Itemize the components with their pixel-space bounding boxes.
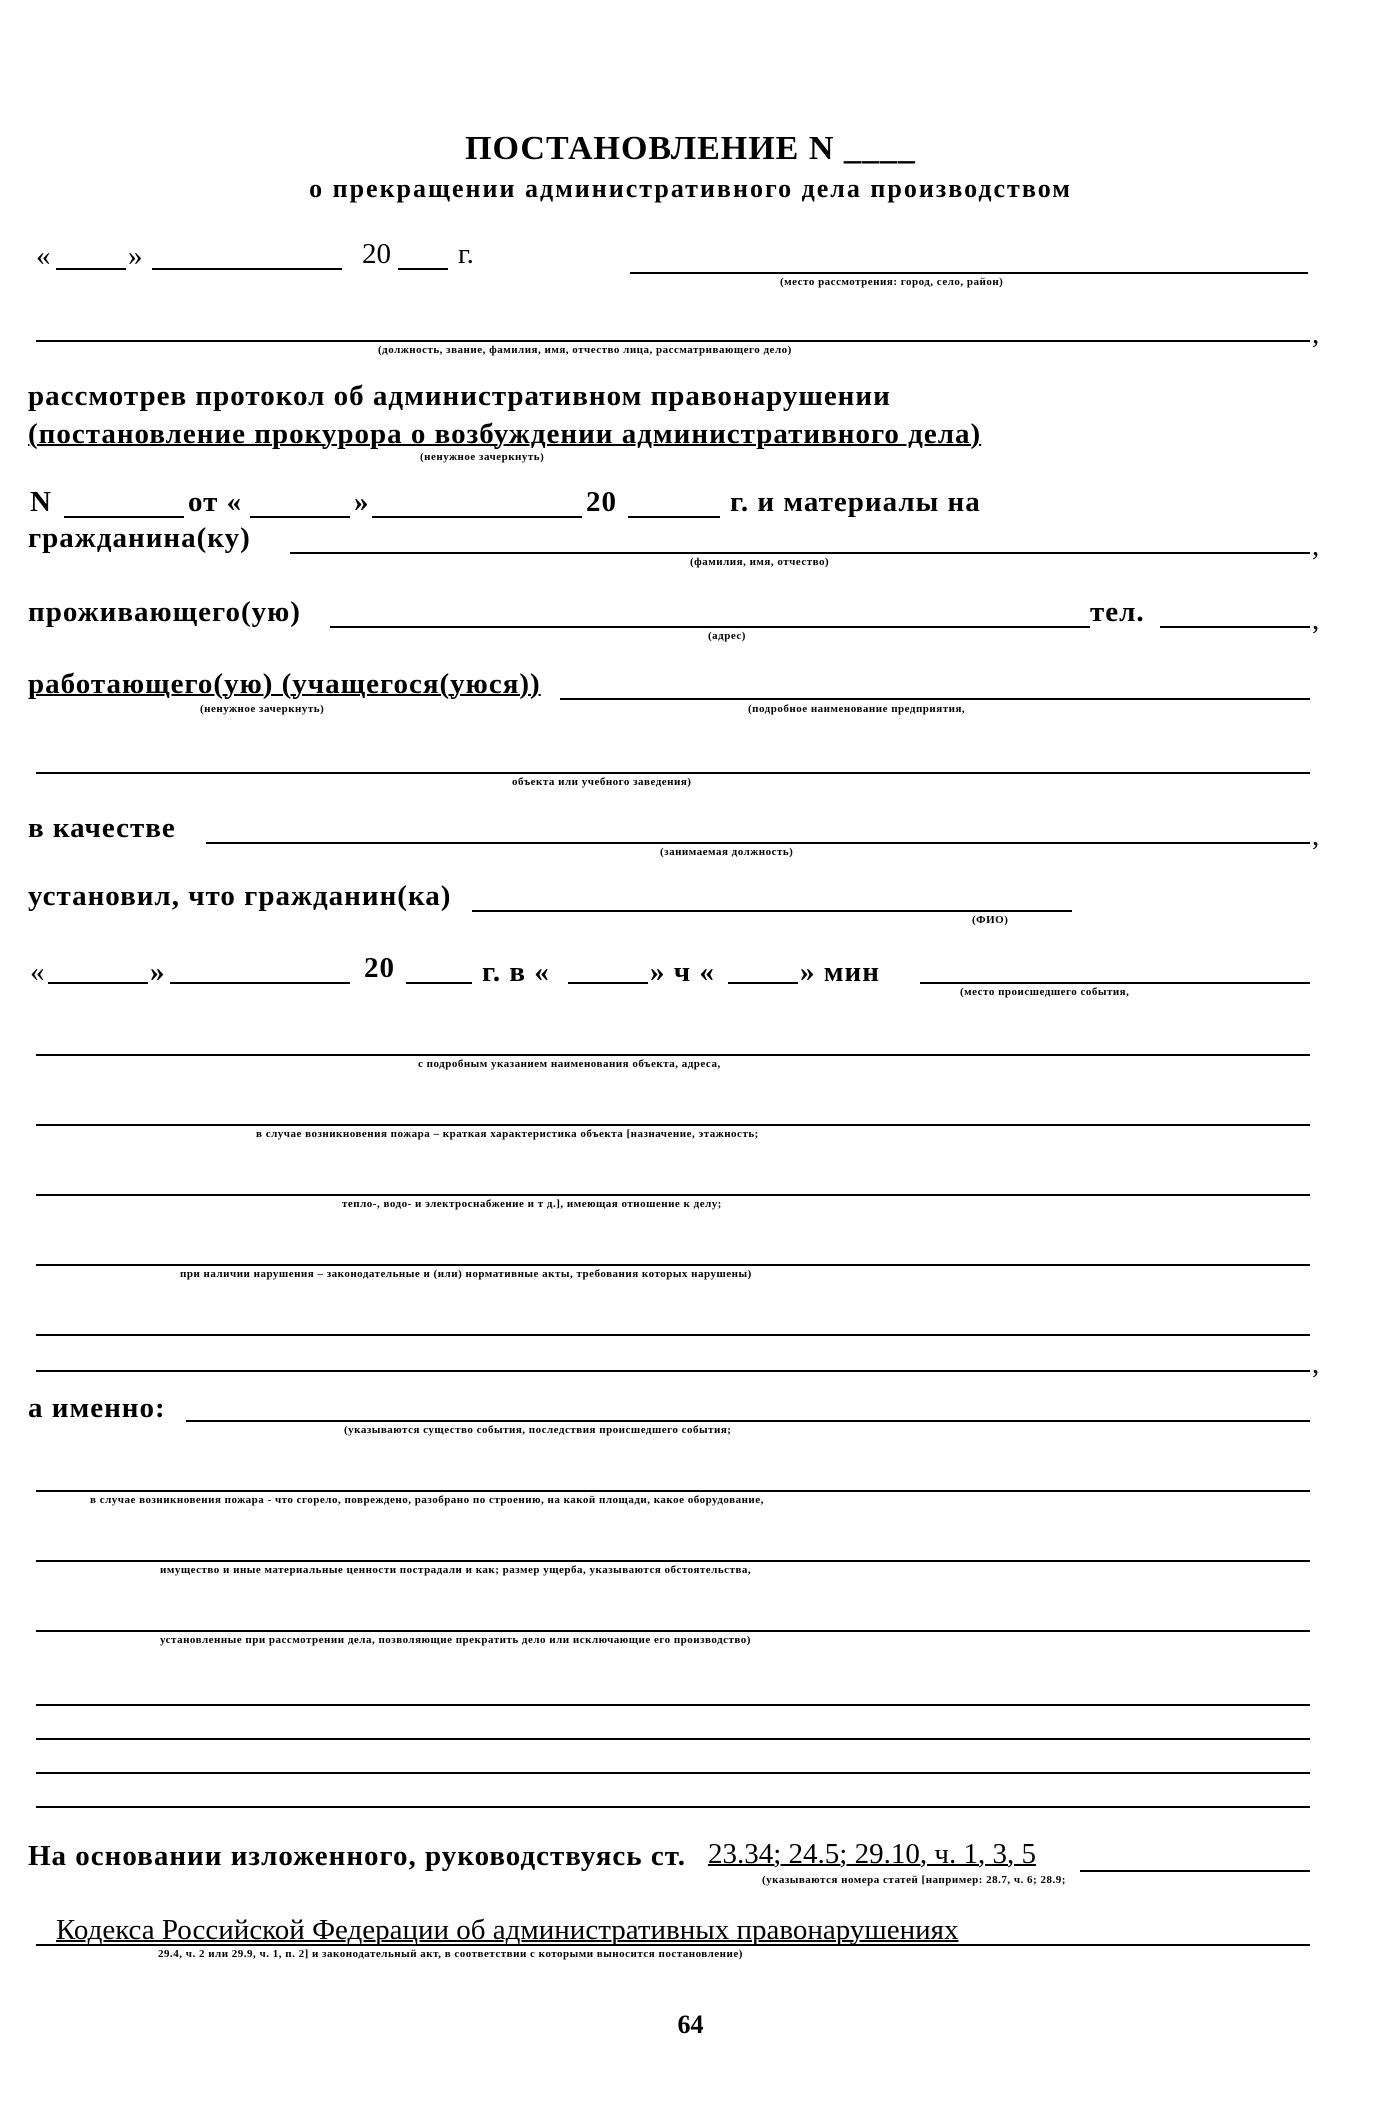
namely-field-6[interactable] [36, 1738, 1310, 1740]
and-materials: г. и материалы на [730, 486, 981, 518]
established-label: установил, что гражданин(ка) [28, 880, 452, 912]
date-day-field[interactable] [56, 268, 126, 270]
official-hint: (должность, звание, фамилия, имя, отчество лица, рассматривающего дело) [378, 344, 792, 356]
official-field[interactable] [36, 340, 1310, 342]
position-hint: (занимаемая должность) [660, 846, 794, 858]
articles-field-rest[interactable] [1080, 1870, 1310, 1872]
namely-hint-3: имущество и иные материальные ценности пострадали и как; размер ущерба, указываются обстоятельства, [160, 1564, 752, 1576]
event-hint-3: тепло-, водо- и электроснабжение и т д.], имеющая отношение к делу; [342, 1198, 722, 1210]
working-label: работающего(ую) (учащегося(уюся)) [28, 668, 541, 700]
document-title: ПОСТАНОВЛЕНИЕ N ____ [465, 130, 916, 167]
cross-out-hint-2: (ненужное зачеркнуть) [200, 703, 325, 715]
basis-label: На основании изложенного, руководствуясь ст. [28, 1840, 687, 1872]
workplace-field-2[interactable] [36, 772, 1310, 774]
namely-field-1[interactable] [186, 1420, 1310, 1422]
namely-field-3[interactable] [36, 1560, 1310, 1562]
fio-field[interactable] [472, 910, 1072, 912]
event-g-v: г. в « [482, 956, 550, 988]
page-number: 64 [677, 2010, 704, 2039]
date-year-suffix: г. [458, 238, 474, 270]
workplace-hint-1: (подробное наименование предприятия, [748, 703, 966, 715]
protocol-month-field[interactable] [372, 516, 582, 518]
date-year-prefix: 20 [362, 238, 391, 270]
date-close-quote: » [128, 240, 143, 272]
protocol-number-field[interactable] [64, 516, 184, 518]
citizen-label: гражданина(ку) [28, 522, 251, 554]
namely-label: а именно: [28, 1392, 166, 1424]
event-field-4[interactable] [36, 1264, 1310, 1266]
namely-field-8[interactable] [36, 1806, 1310, 1808]
tel-field[interactable] [1160, 626, 1310, 628]
namely-hint-2: в случае возникновения пожара - что сгорело, повреждено, разобрано по строению, на какой площади, какое оборудование, [90, 1494, 764, 1506]
date-month-field[interactable] [152, 268, 342, 270]
protocol-day-field[interactable] [250, 516, 350, 518]
articles-value[interactable]: 23.34; 24.5; 29.10, ч. 1, 3, 5 [708, 1838, 1036, 1870]
citizen-name-field[interactable] [290, 552, 1310, 554]
namely-hint-1: (указываются существо события, последствия происшедшего события; [344, 1424, 732, 1436]
event-year-prefix: 20 [364, 952, 395, 984]
event-field-6[interactable] [36, 1370, 1310, 1372]
code-field[interactable] [36, 1944, 1310, 1946]
number-n: N [30, 486, 52, 518]
event-hint-1: с подробным указанием наименования объекта, адреса, [418, 1058, 721, 1070]
document-subtitle: о прекращении административного дела производством [309, 174, 1072, 203]
event-field-5[interactable] [36, 1334, 1310, 1336]
from-open: от « [188, 486, 243, 518]
workplace-hint-2: объекта или учебного заведения) [512, 776, 692, 788]
event-close-quote: » [150, 956, 166, 988]
event-hint-4: при наличии нарушения – законодательные и (или) нормативные акты, требования которых нарушены) [180, 1268, 752, 1280]
address-field[interactable] [330, 626, 1090, 628]
event-field-1[interactable] [36, 1054, 1310, 1056]
event-hint-2: в случае возникновения пожара – краткая характеристика объекта [назначение, этажность; [256, 1128, 759, 1140]
code-value[interactable]: Кодекса Российской Федерации об административных правонарушениях [56, 1914, 959, 1946]
namely-field-4[interactable] [36, 1630, 1310, 1632]
articles-hint-1: (указываются номера статей [например: 28.7, ч. 6; 28.9; [762, 1874, 1066, 1886]
cross-out-hint-1: (ненужное зачеркнуть) [420, 451, 545, 463]
tel-label: тел. [1090, 596, 1145, 628]
event-field-3[interactable] [36, 1194, 1310, 1196]
address-hint: (адрес) [708, 630, 746, 642]
event-place-field[interactable] [920, 982, 1310, 984]
event-min: » мин [800, 956, 880, 988]
residing-label: проживающего(ую) [28, 596, 301, 628]
place-field[interactable] [630, 272, 1308, 274]
event-field-2[interactable] [36, 1124, 1310, 1126]
namely-field-7[interactable] [36, 1772, 1310, 1774]
articles-hint-2: 29.4, ч. 2 или 29.9, ч. 1, п. 2] и законодательный акт, в соответствии с которыми выносится постановление) [158, 1948, 743, 1960]
namely-field-5[interactable] [36, 1704, 1310, 1706]
from-close: » [354, 486, 370, 518]
position-field[interactable] [206, 842, 1310, 844]
event-place-hint: (место происшедшего события, [960, 986, 1130, 998]
workplace-field-1[interactable] [560, 698, 1310, 700]
fio-hint: (ФИО) [972, 914, 1009, 926]
place-hint: (место рассмотрения: город, село, район) [780, 276, 1004, 288]
namely-hint-4: установленные при рассмотрении дела, позволяющие прекратить дело или исключающие его производство) [160, 1634, 751, 1646]
event-hour-field[interactable] [568, 982, 648, 984]
namely-field-2[interactable] [36, 1490, 1310, 1492]
event-year-field[interactable] [406, 982, 472, 984]
event-day-field[interactable] [48, 982, 148, 984]
date-year-field[interactable] [398, 268, 448, 270]
protocol-year-field[interactable] [628, 516, 720, 518]
as-label: в качестве [28, 812, 176, 844]
citizen-name-hint: (фамилия, имя, отчество) [690, 556, 830, 568]
reviewed-line-1: рассмотрев протокол об административном правонарушении [28, 380, 891, 412]
protocol-year-prefix: 20 [586, 486, 617, 518]
event-month-field[interactable] [170, 982, 350, 984]
reviewed-line-2: (постановление прокурора о возбуждении административного дела) [28, 418, 982, 450]
date-open-quote: « [36, 240, 51, 272]
event-open-quote: « [30, 956, 45, 988]
event-hours: » ч « [650, 956, 715, 988]
event-minute-field[interactable] [728, 982, 798, 984]
